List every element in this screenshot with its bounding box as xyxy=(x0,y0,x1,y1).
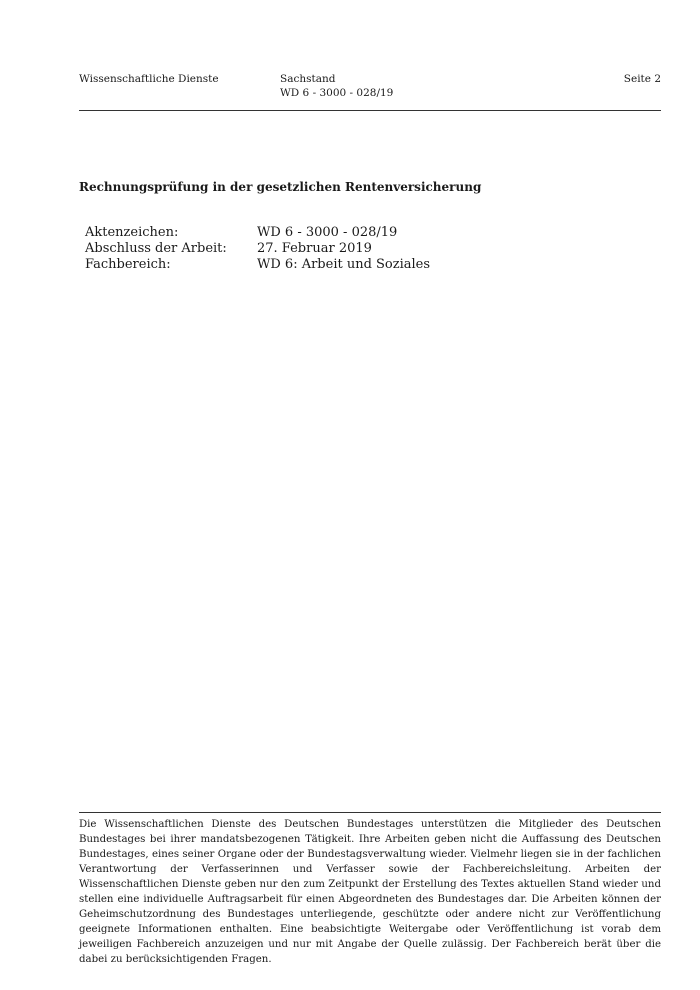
header-page-number: Seite 2 xyxy=(623,73,661,85)
meta-value: WD 6 - 3000 - 028/19 xyxy=(257,225,398,240)
disclaimer-text: Die Wissenschaftlichen Dienste des Deutschen Bundestages unterstützen die Mitglieder des Deutschen Bundestages bei ihrer mandatsbezogenen Tätigkeit. Ihre Arbeiten geben nicht die Auffassung des Deutschen Bundestages, eines seiner Organe oder der Bundestagsverwaltung wieder. Vielmehr liegen sie in der fachlichen Verantwortung der Verfasserinnen und Verfasser sowie der Fachbereichsleitung. Arbeiten der Wissenschaftlichen Dienste geben nur den zum Zeitpunkt der Erstellung des Textes aktuellen Stand wieder und stellen eine individuelle Auftragsarbeit für einen Abgeordneten des Bundestages dar. Die Arbeiten können der Geheimschutzordnung des Bundestages unterliegende, geschützte oder andere nicht zur Veröffentlichung geeignete Informationen enthalten. Eine beabsichtigte Weitergabe oder Veröffentlichung ist vorab dem jeweiligen Fachbereich anzuzeigen und nur mit Angabe der Quelle zulässig. Der Fachbereich berät über die dabei zu berücksichtigenden Fragen. xyxy=(79,812,661,967)
meta-key: Abschluss der Arbeit: xyxy=(85,241,227,256)
header-doc-type: Sachstand xyxy=(280,73,336,85)
header-doc-info xyxy=(280,72,393,100)
meta-row-aktenzeichen xyxy=(85,225,430,241)
meta-row-fachbereich xyxy=(85,257,430,273)
document-metadata xyxy=(85,225,430,273)
meta-key: Fachbereich: xyxy=(85,257,171,272)
meta-key: Aktenzeichen: xyxy=(85,225,179,240)
page-header xyxy=(79,70,661,111)
meta-row-abschluss xyxy=(85,241,430,257)
header-doc-number: WD 6 - 3000 - 028/19 xyxy=(280,87,394,99)
meta-value: WD 6: Arbeit und Soziales xyxy=(257,257,431,272)
header-org: Wissenschaftliche Dienste xyxy=(79,73,219,85)
meta-value: 27. Februar 2019 xyxy=(257,241,372,256)
document-title: Rechnungsprüfung in der gesetzlichen Rentenversicherung xyxy=(79,180,482,194)
